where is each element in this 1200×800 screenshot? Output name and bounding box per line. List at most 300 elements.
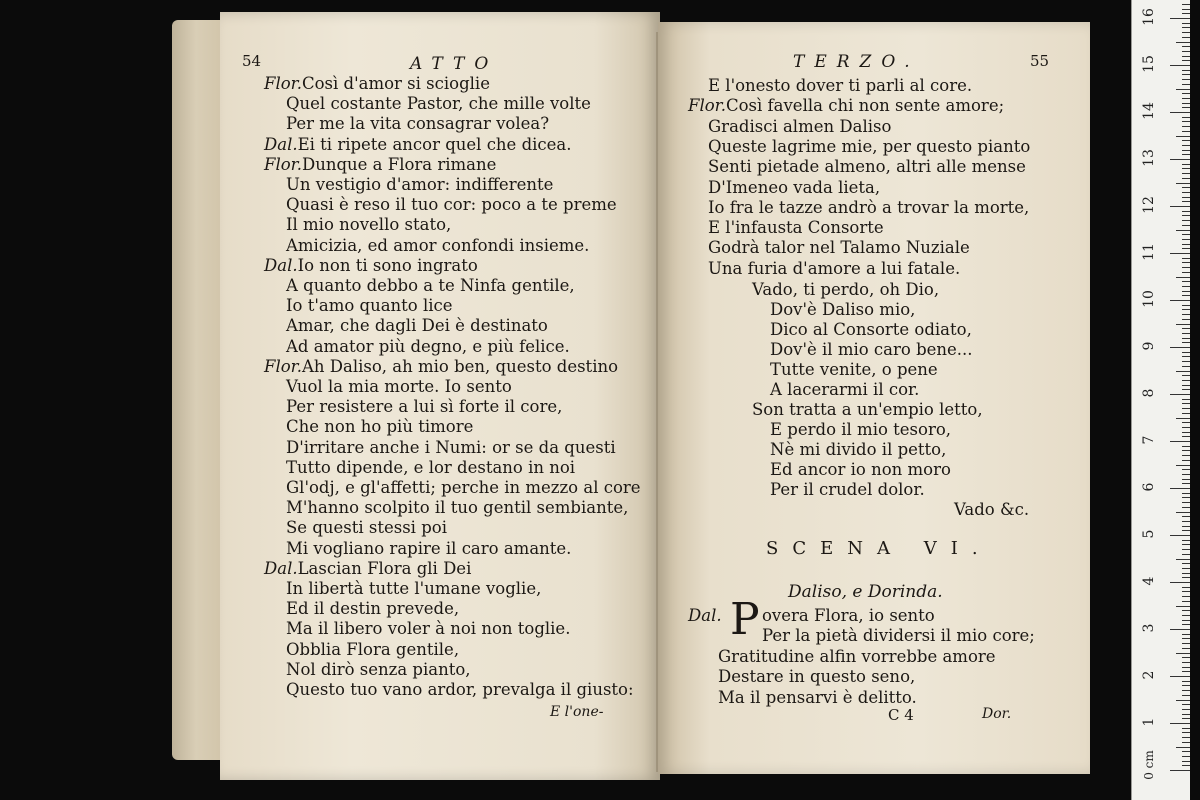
text-line <box>286 337 570 357</box>
verse-text: Tutto dipende, e lor destano in noi <box>286 457 576 477</box>
ruler-tick <box>1182 427 1190 428</box>
verse-text: Gradisci almen Daliso <box>708 116 892 136</box>
ruler-tick <box>1182 540 1190 541</box>
ruler-tick <box>1170 253 1190 254</box>
verse-text: Queste lagrime mie, per questo pianto <box>708 136 1031 156</box>
text-line <box>264 135 572 155</box>
text-line <box>286 458 575 478</box>
verse-text: Ad amator più degno, e più felice. <box>286 336 570 356</box>
ruler-tick <box>1182 178 1190 179</box>
text-line <box>286 478 641 498</box>
ruler-tick <box>1182 751 1190 752</box>
ruler-tick <box>1182 60 1190 61</box>
ruler-tick <box>1182 690 1190 691</box>
verse-text: Ma il libero voler à noi non toglie. <box>286 619 571 639</box>
speaker-label: Flor. <box>688 96 726 116</box>
ruler-tick <box>1170 723 1190 724</box>
ruler-tick <box>1182 267 1190 268</box>
ruler-unit-label: 0 cm <box>1141 750 1156 780</box>
ruler-tick <box>1182 385 1190 386</box>
ruler-tick <box>1182 140 1190 141</box>
ruler-tick <box>1176 559 1190 560</box>
ruler-tick <box>1182 657 1190 658</box>
ruler-tick <box>1182 436 1190 437</box>
scene-speaker: Dal. <box>688 606 722 625</box>
text-line <box>770 480 925 500</box>
text-line <box>718 647 996 667</box>
ruler-tick <box>1182 305 1190 306</box>
ruler-tick <box>1182 244 1190 245</box>
ruler-tick <box>1182 765 1190 766</box>
text-line <box>286 579 541 599</box>
ruler-tick <box>1182 432 1190 433</box>
ruler-tick <box>1182 615 1190 616</box>
text-line <box>770 460 951 480</box>
verse-text: Amar, che dagli Dei è destinato <box>286 316 548 336</box>
ruler-tick <box>1176 653 1190 654</box>
ruler-tick <box>1182 4 1190 5</box>
verse-text: E l'onesto dover ti parli al core. <box>708 76 973 95</box>
text-line <box>286 175 553 195</box>
ruler-tick <box>1182 667 1190 668</box>
ruler-tick <box>1182 70 1190 71</box>
ruler-tick <box>1182 295 1190 296</box>
ruler-tick <box>1182 37 1190 38</box>
text-line <box>286 377 512 397</box>
right-page <box>658 22 1090 774</box>
ruler-tick <box>1182 596 1190 597</box>
ruler-tick <box>1182 328 1190 329</box>
ruler-tick <box>1182 23 1190 24</box>
verse-text: Mi vogliano rapire il caro amante. <box>286 538 572 558</box>
verse-text: E l'infausta Consorte <box>708 218 884 238</box>
text-line <box>752 400 983 420</box>
ruler-tick <box>1182 338 1190 339</box>
ruler-tick <box>1182 620 1190 621</box>
ruler-tick <box>1182 103 1190 104</box>
ruler-tick <box>1182 516 1190 517</box>
verse-text: Destare in questo seno, <box>718 667 916 686</box>
ruler-tick <box>1182 366 1190 367</box>
verse-text: Per la pietà dividersi il mio core; <box>762 626 1035 645</box>
text-line <box>286 438 616 458</box>
text-line <box>770 360 938 380</box>
open-book <box>172 12 1092 782</box>
ruler-number: 14 <box>1141 102 1157 120</box>
verse-text: E perdo il mio tesoro, <box>770 420 952 439</box>
ruler-tick <box>1182 460 1190 461</box>
ruler-tick <box>1182 51 1190 52</box>
ruler-number: 8 <box>1141 388 1157 398</box>
ruler-tick <box>1176 700 1190 701</box>
text-line <box>708 198 1029 218</box>
ruler-tick <box>1182 74 1190 75</box>
ruler-tick <box>1182 544 1190 545</box>
ruler-tick <box>1182 573 1190 574</box>
ruler-tick <box>1182 98 1190 99</box>
ruler-tick <box>1182 84 1190 85</box>
measuring-ruler <box>1131 0 1190 800</box>
ruler-tick <box>1170 159 1190 160</box>
ruler-tick <box>1182 577 1190 578</box>
verse-text: Senti pietade almeno, altri alle mense <box>708 157 1026 177</box>
text-line <box>770 320 972 340</box>
text-line <box>286 195 617 215</box>
ruler-tick <box>1170 629 1190 630</box>
ruler-tick <box>1182 220 1190 221</box>
ruler-tick <box>1182 695 1190 696</box>
right-running-head: TERZO. <box>793 52 920 72</box>
ruler-tick <box>1182 479 1190 480</box>
speaker-label: Flor. <box>264 74 302 93</box>
text-line <box>708 157 1026 177</box>
verse-text: Quel costante Pastor, che mille volte <box>286 94 591 114</box>
text-line <box>286 316 548 336</box>
right-page-number: 55 <box>1030 52 1050 70</box>
aria-end: Vado &c. <box>954 500 1030 519</box>
ruler-tick <box>1182 187 1190 188</box>
ruler-tick <box>1176 277 1190 278</box>
verse-text: Ed il destin prevede, <box>286 599 460 619</box>
ruler-tick <box>1182 732 1190 733</box>
verse-text: Un vestigio d'amor: indifferente <box>286 175 554 194</box>
ruler-tick <box>1182 13 1190 14</box>
ruler-tick <box>1182 413 1190 414</box>
ruler-tick <box>1182 671 1190 672</box>
ruler-tick <box>1182 197 1190 198</box>
text-line <box>708 178 880 198</box>
verse-text: Una furia d'amore a lui fatale. <box>708 258 961 278</box>
verse-text: Io fra le tazze andrò a trovar la morte, <box>708 197 1030 217</box>
ruler-tick <box>1182 568 1190 569</box>
verse-text: Gl'odj, e gl'affetti; perche in mezzo al core <box>286 478 641 497</box>
ruler-tick <box>1182 761 1190 762</box>
verse-text: Nol dirò senza pianto, <box>286 659 471 679</box>
ruler-tick <box>1182 399 1190 400</box>
ruler-tick <box>1182 610 1190 611</box>
ruler-tick <box>1176 512 1190 513</box>
ruler-tick <box>1182 32 1190 33</box>
ruler-tick <box>1182 309 1190 310</box>
ruler-tick <box>1182 211 1190 212</box>
ruler-tick <box>1182 333 1190 334</box>
text-line <box>770 380 919 400</box>
ruler-tick <box>1182 662 1190 663</box>
ruler-tick <box>1170 347 1190 348</box>
text-line <box>286 599 459 619</box>
ruler-tick <box>1176 42 1190 43</box>
ruler-number: 15 <box>1141 55 1157 73</box>
ruler-tick <box>1182 756 1190 757</box>
ruler-tick <box>1182 563 1190 564</box>
text-line <box>286 94 591 114</box>
ruler-tick <box>1182 154 1190 155</box>
text-line <box>264 559 471 579</box>
ruler-tick <box>1170 582 1190 583</box>
text-line <box>286 417 473 437</box>
verse-text: Vado, ti perdo, oh Dio, <box>752 280 940 299</box>
ruler-tick <box>1170 65 1190 66</box>
ruler-tick <box>1176 465 1190 466</box>
ruler-tick <box>1182 728 1190 729</box>
ruler-tick <box>1170 441 1190 442</box>
ruler-tick <box>1182 601 1190 602</box>
left-page <box>220 12 660 780</box>
ruler-tick <box>1182 554 1190 555</box>
scene-title: SCENA VI. <box>766 538 992 559</box>
ruler-tick <box>1182 258 1190 259</box>
ruler-tick <box>1182 403 1190 404</box>
ruler-number: 2 <box>1141 670 1157 680</box>
verse-text: D'irritare anche i Numi: or se da questi <box>286 437 616 457</box>
ruler-tick <box>1182 168 1190 169</box>
ruler-tick <box>1176 183 1190 184</box>
verse-text: Dov'è il mio caro bene... <box>770 340 973 359</box>
ruler-tick <box>1182 79 1190 80</box>
verse-text: A lacerarmi il cor. <box>770 380 920 399</box>
ruler-tick <box>1182 685 1190 686</box>
verse-text: Amicizia, ed amor confondi insieme. <box>286 235 590 255</box>
ruler-tick <box>1176 136 1190 137</box>
ruler-number: 6 <box>1141 482 1157 492</box>
text-line <box>752 280 939 300</box>
text-line <box>708 259 960 279</box>
ruler-tick <box>1182 742 1190 743</box>
scene-characters: Daliso, e Dorinda. <box>788 582 943 602</box>
ruler-number: 3 <box>1141 623 1157 633</box>
speaker-label: Dal. <box>264 558 298 578</box>
verse-text: Dunque a Flora rimane <box>301 154 497 174</box>
ruler-tick <box>1182 93 1190 94</box>
ruler-tick <box>1182 117 1190 118</box>
ruler-tick <box>1182 262 1190 263</box>
ruler-tick <box>1182 469 1190 470</box>
ruler-tick <box>1182 145 1190 146</box>
ruler-tick <box>1176 606 1190 607</box>
text-line <box>264 357 618 377</box>
verse-text: D'Imeneo vada lieta, <box>708 177 881 197</box>
signature-mark: C 4 <box>888 706 914 724</box>
ruler-tick <box>1182 173 1190 174</box>
ruler-tick <box>1182 591 1190 592</box>
verse-text: Se questi stessi poi <box>286 518 447 538</box>
text-line <box>708 218 884 238</box>
ruler-tick <box>1182 474 1190 475</box>
text-line <box>286 236 589 256</box>
ruler-tick <box>1182 46 1190 47</box>
ruler-tick <box>1182 286 1190 287</box>
verse-text: Io t'amo quanto lice <box>286 296 453 316</box>
ruler-tick <box>1182 342 1190 343</box>
ruler-tick <box>1182 27 1190 28</box>
ruler-tick <box>1170 535 1190 536</box>
ruler-number: 7 <box>1141 435 1157 445</box>
text-line <box>708 117 891 137</box>
ruler-tick <box>1182 408 1190 409</box>
ruler-tick <box>1182 380 1190 381</box>
verse-text: Lascian Flora gli Dei <box>297 558 472 578</box>
verse-text: M'hanno scolpito il tuo gentil sembiante, <box>286 498 629 518</box>
ruler-tick <box>1182 281 1190 282</box>
verse-text: Per il crudel dolor. <box>770 480 925 499</box>
verse-text: Ei ti ripete ancor quel che dicea. <box>297 134 572 154</box>
text-line <box>762 626 1035 646</box>
ruler-tick <box>1170 394 1190 395</box>
ruler-tick <box>1182 455 1190 456</box>
ruler-tick <box>1182 126 1190 127</box>
verse-text: Ed ancor io non moro <box>770 460 951 479</box>
text-line <box>770 300 915 320</box>
verse-text: A quanto debbo a te Ninfa gentile, <box>286 276 575 295</box>
ruler-tick <box>1182 215 1190 216</box>
ruler-tick <box>1182 239 1190 240</box>
ruler-tick <box>1182 56 1190 57</box>
ruler-tick <box>1182 638 1190 639</box>
ruler-number: 10 <box>1141 290 1157 308</box>
speaker-label: Dal. <box>264 255 298 275</box>
text-line <box>718 688 917 708</box>
ruler-tick <box>1182 493 1190 494</box>
ruler-tick <box>1182 352 1190 353</box>
verse-text: Per resistere a lui sì forte il core, <box>286 397 563 417</box>
text-line <box>264 256 478 276</box>
ruler-tick <box>1182 164 1190 165</box>
ruler-tick <box>1182 643 1190 644</box>
ruler-tick <box>1182 681 1190 682</box>
ruler-tick <box>1182 450 1190 451</box>
ruler-tick <box>1182 121 1190 122</box>
ruler-tick <box>1182 648 1190 649</box>
verse-text: Dico al Consorte odiato, <box>770 320 972 339</box>
ruler-tick <box>1182 587 1190 588</box>
ruler-tick <box>1182 549 1190 550</box>
ruler-tick <box>1182 375 1190 376</box>
ruler-tick <box>1182 248 1190 249</box>
ruler-tick <box>1182 446 1190 447</box>
ruler-tick <box>1182 361 1190 362</box>
verse-text: Ma il pensarvi è delitto. <box>718 687 917 707</box>
ruler-tick <box>1182 709 1190 710</box>
ruler-number: 5 <box>1141 529 1157 539</box>
ruler-tick <box>1182 530 1190 531</box>
ruler-tick <box>1170 18 1190 19</box>
ruler-tick <box>1170 112 1190 113</box>
text-line <box>264 74 490 94</box>
text-line <box>286 539 571 559</box>
ruler-tick <box>1182 150 1190 151</box>
ruler-tick <box>1176 230 1190 231</box>
text-line <box>286 397 562 417</box>
text-line <box>708 137 1030 157</box>
right-catchword: Dor. <box>982 706 1012 722</box>
text-line <box>286 296 453 316</box>
text-line <box>286 114 549 134</box>
text-line <box>286 276 575 296</box>
ruler-tick <box>1182 356 1190 357</box>
ruler-tick <box>1182 483 1190 484</box>
verse-text: Tutte venite, o pene <box>770 360 938 379</box>
verse-text: Quasi è reso il tuo cor: poco a te preme <box>286 195 617 215</box>
ruler-tick <box>1182 131 1190 132</box>
ruler-tick <box>1182 319 1190 320</box>
ruler-tick <box>1170 770 1190 771</box>
ruler-tick <box>1176 89 1190 90</box>
left-running-head: ATTO <box>410 54 499 74</box>
text-line <box>770 420 951 440</box>
verse-text: Son tratta a un'empio letto, <box>752 400 983 419</box>
ruler-tick <box>1170 206 1190 207</box>
dropcap: P <box>730 594 760 645</box>
text-line <box>286 215 451 235</box>
ruler-tick <box>1170 300 1190 301</box>
text-line <box>708 76 972 96</box>
ruler-tick <box>1176 371 1190 372</box>
text-line <box>264 155 496 175</box>
text-line <box>708 238 970 258</box>
speaker-label: Flor. <box>264 356 302 376</box>
ruler-tick <box>1182 737 1190 738</box>
left-catchword: E l'one- <box>550 704 604 720</box>
ruler-tick <box>1182 234 1190 235</box>
ruler-tick <box>1182 526 1190 527</box>
ruler-tick <box>1182 704 1190 705</box>
verse-text: Godrà talor nel Talamo Nuziale <box>708 238 970 258</box>
verse-text: In libertà tutte l'umane voglie, <box>286 579 542 598</box>
text-line <box>718 667 915 687</box>
verse-text: Vuol la mia morte. Io sento <box>286 377 512 396</box>
ruler-number: 9 <box>1141 341 1157 351</box>
verse-text: Io non ti sono ingrato <box>297 255 478 275</box>
ruler-tick <box>1182 107 1190 108</box>
ruler-number: 11 <box>1141 243 1157 261</box>
ruler-number: 4 <box>1141 576 1157 586</box>
speaker-label: Dal. <box>264 134 298 154</box>
ruler-tick <box>1182 389 1190 390</box>
text-line <box>286 660 471 680</box>
verse-text: Obblia Flora gentile, <box>286 639 460 659</box>
verse-text: Gratitudine alfin vorrebbe amore <box>718 646 996 666</box>
verse-text: Che non ho più timore <box>286 417 474 437</box>
ruler-tick <box>1182 272 1190 273</box>
ruler-number: 1 <box>1141 717 1157 727</box>
text-line <box>286 680 634 700</box>
ruler-tick <box>1182 521 1190 522</box>
ruler-tick <box>1182 634 1190 635</box>
text-line <box>770 340 973 360</box>
verse-text: Questo tuo vano ardor, prevalga il giusto: <box>286 680 634 699</box>
text-line <box>770 440 946 460</box>
ruler-tick <box>1176 747 1190 748</box>
ruler-tick <box>1182 192 1190 193</box>
ruler-tick <box>1182 507 1190 508</box>
ruler-tick <box>1182 201 1190 202</box>
ruler-tick <box>1176 324 1190 325</box>
ruler-tick <box>1182 225 1190 226</box>
ruler-tick <box>1182 9 1190 10</box>
ruler-tick <box>1182 422 1190 423</box>
ruler-tick <box>1170 676 1190 677</box>
ruler-tick <box>1182 624 1190 625</box>
text-line <box>688 96 1004 116</box>
verse-text: Dov'è Daliso mio, <box>770 300 916 319</box>
verse-text: Per me la vita consagrar volea? <box>286 114 550 134</box>
ruler-tick <box>1176 418 1190 419</box>
ruler-number: 16 <box>1141 8 1157 26</box>
text-line <box>286 498 628 518</box>
text-line <box>286 640 459 660</box>
ruler-tick <box>1182 718 1190 719</box>
ruler-number: 12 <box>1141 196 1157 214</box>
